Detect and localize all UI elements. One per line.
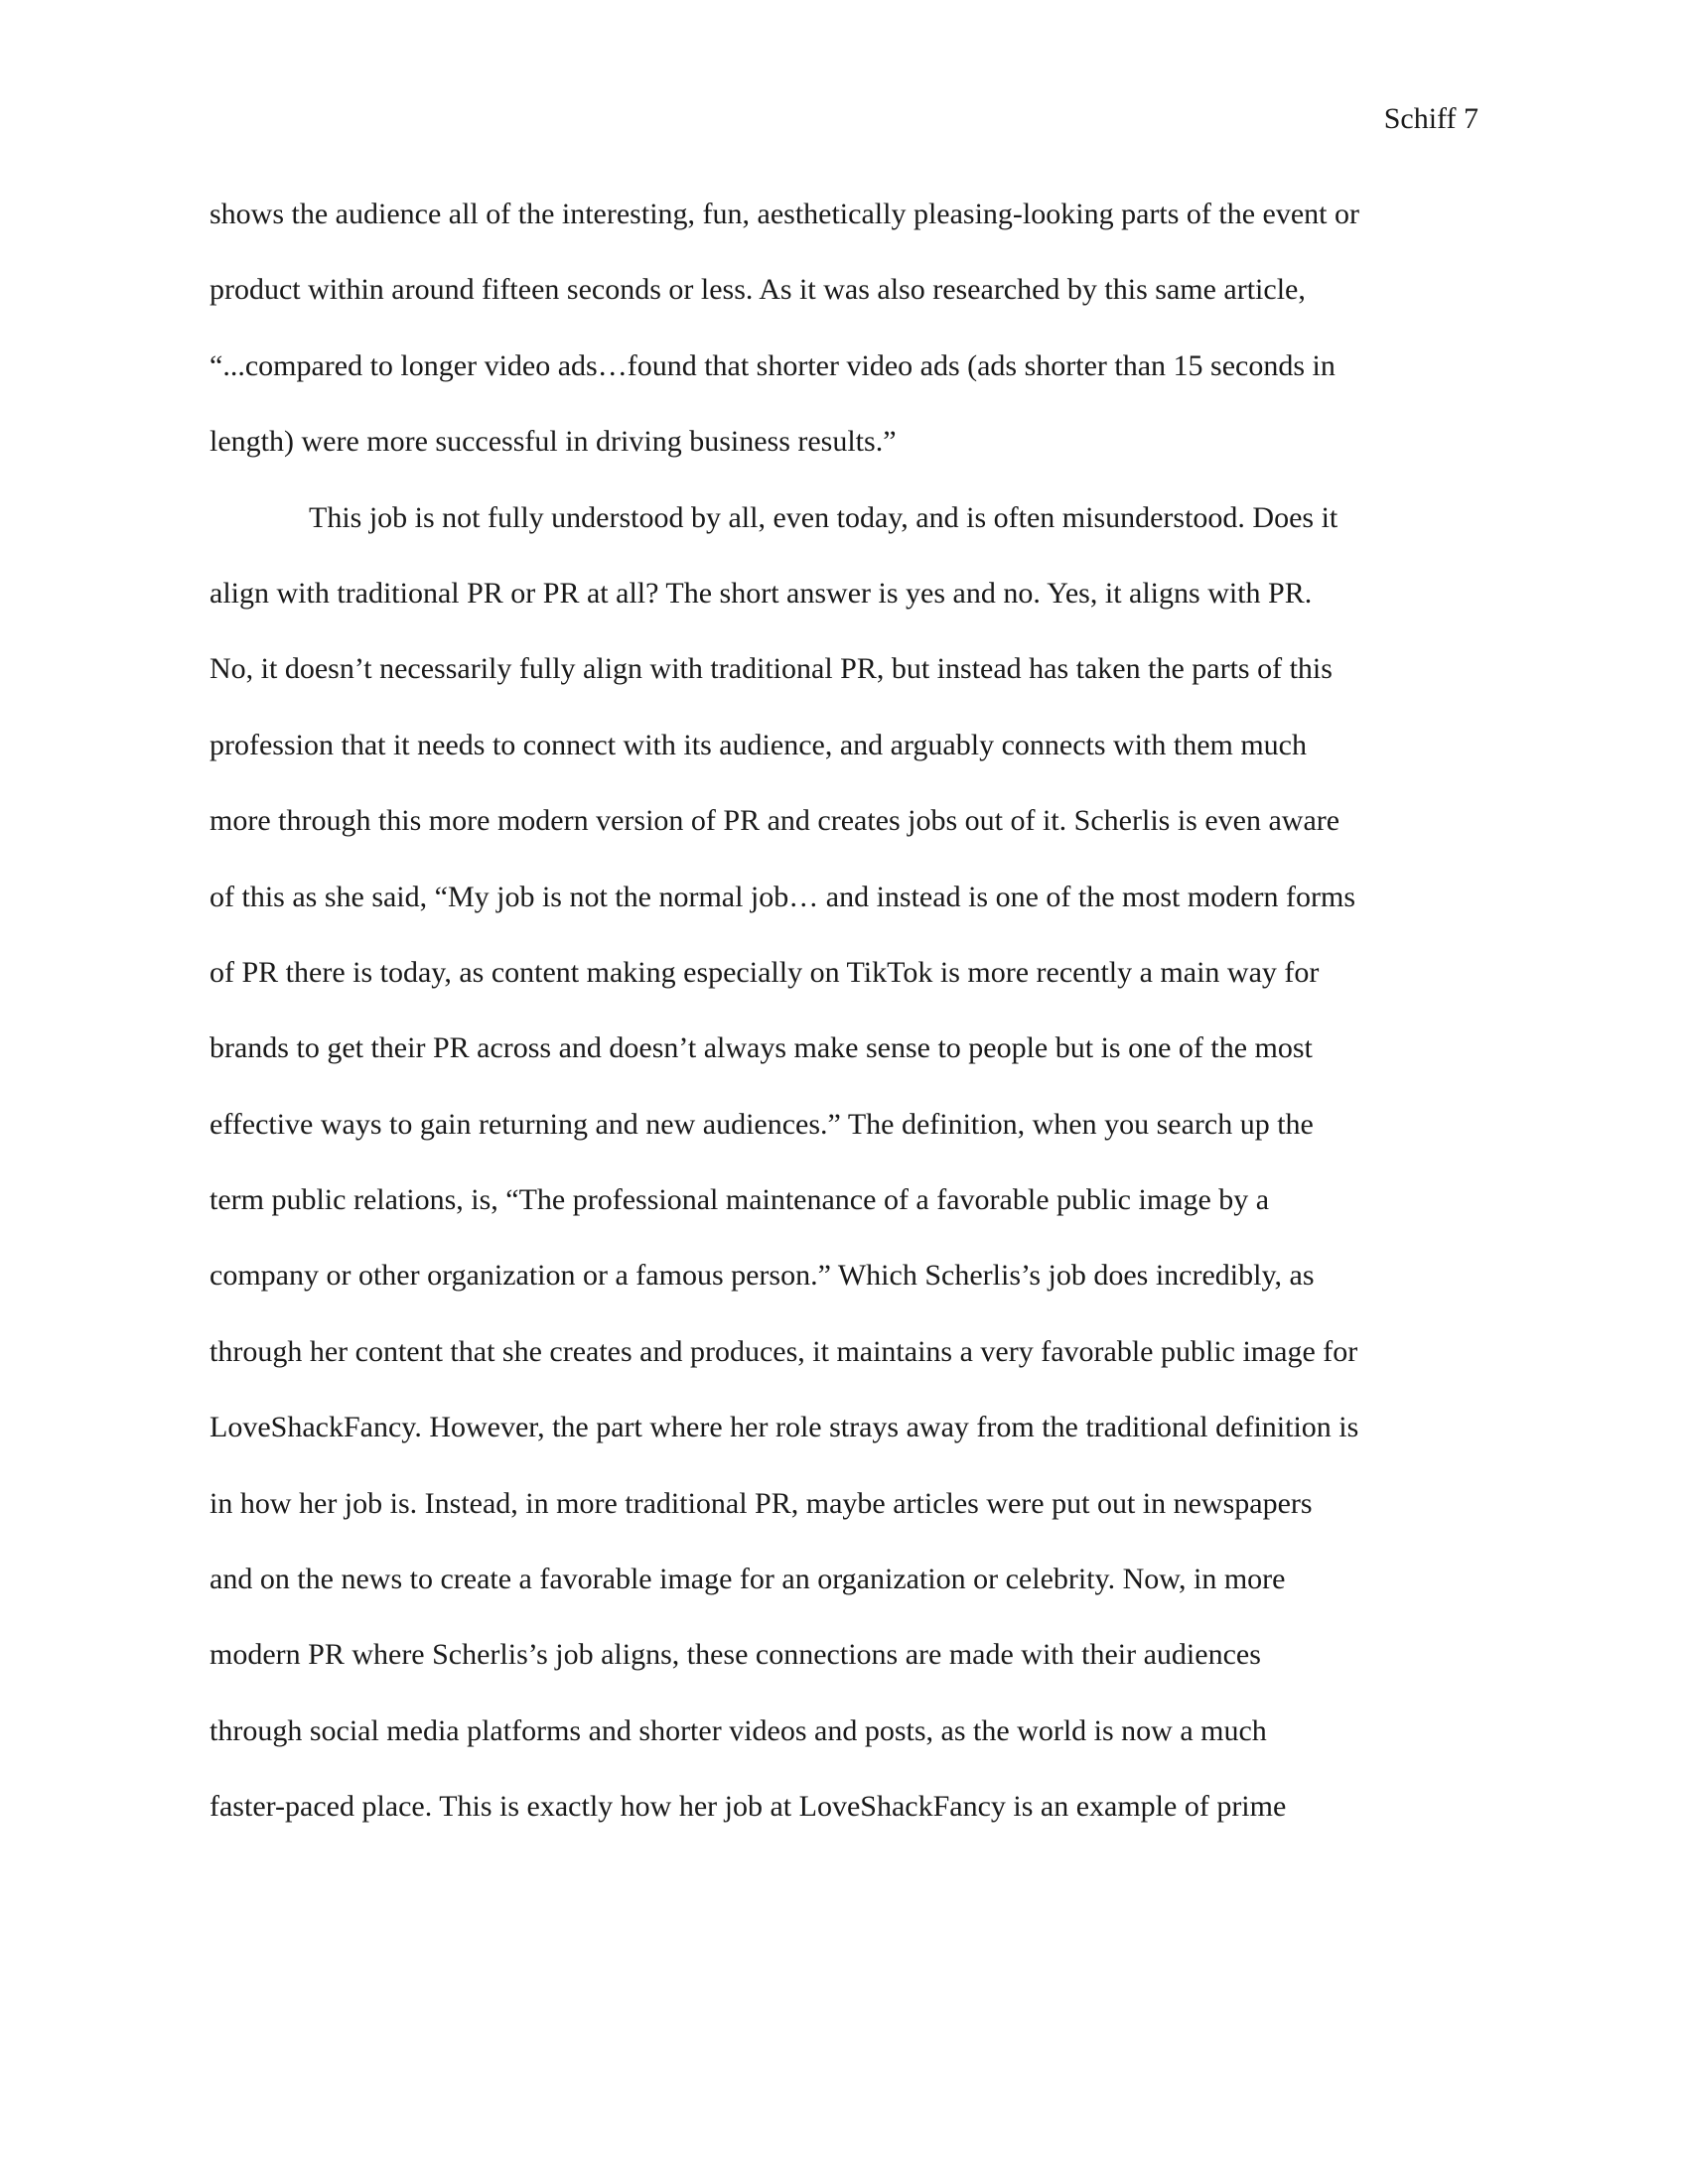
text-line: product within around fifteen seconds or less. As it was also researched by this same article, <box>210 273 1306 307</box>
text-line: of this as she said, “My job is not the normal job… and instead is one of the most modern forms <box>210 880 1356 913</box>
text-line: of PR there is today, as content making especially on TikTok is more recently a main way for <box>210 955 1320 989</box>
text-line: align with traditional PR or PR at all? The short answer is yes and no. Yes, it aligns with PR. <box>210 576 1313 610</box>
text-line: more through this more modern version of PR and creates jobs out of it. Scherlis is even aware <box>210 804 1340 838</box>
text-line: term public relations, is, “The professional maintenance of a favorable public image by a <box>210 1183 1270 1217</box>
text-line: through her content that she creates and produces, it maintains a very favorable public image for <box>210 1334 1358 1368</box>
running-head: Schiff 7 <box>1383 102 1478 135</box>
text-line: profession that it needs to connect with its audience, and arguably connects with them much <box>210 728 1307 761</box>
text-line: and on the news to create a favorable image for an organization or celebrity. Now, in more <box>210 1563 1286 1596</box>
text-line: modern PR where Scherlis’s job aligns, these connections are made with their audiences <box>210 1638 1261 1672</box>
text-line: company or other organization or a famous person.” Which Scherlis’s job does incredibly, as <box>210 1259 1315 1293</box>
text-line: in how her job is. Instead, in more traditional PR, maybe articles were put out in newspapers <box>210 1486 1313 1520</box>
text-line: through social media platforms and shorter videos and posts, as the world is now a much <box>210 1713 1267 1747</box>
body-text <box>210 197 1490 1865</box>
text-line: No, it doesn’t necessarily fully align with traditional PR, but instead has taken the parts of this <box>210 652 1333 686</box>
text-line: LoveShackFancy. However, the part where her role strays away from the traditional definition is <box>210 1411 1359 1444</box>
text-line: effective ways to gain returning and new audiences.” The definition, when you search up the <box>210 1107 1314 1141</box>
paragraph-first-line: This job is not fully understood by all, even today, and is often misunderstood. Does it <box>309 500 1338 534</box>
text-line: shows the audience all of the interesting, fun, aesthetically pleasing-looking parts of the event or <box>210 198 1359 230</box>
text-line: brands to get their PR across and doesn’t always make sense to people but is one of the most <box>210 1031 1313 1065</box>
text-line: length) were more successful in driving business results.” <box>210 425 897 459</box>
text-line: faster-paced place. This is exactly how her job at LoveShackFancy is an example of prime <box>210 1790 1287 1824</box>
text-line: “...compared to longer video ads…found that shorter video ads (ads shorter than 15 seconds in <box>210 348 1336 382</box>
